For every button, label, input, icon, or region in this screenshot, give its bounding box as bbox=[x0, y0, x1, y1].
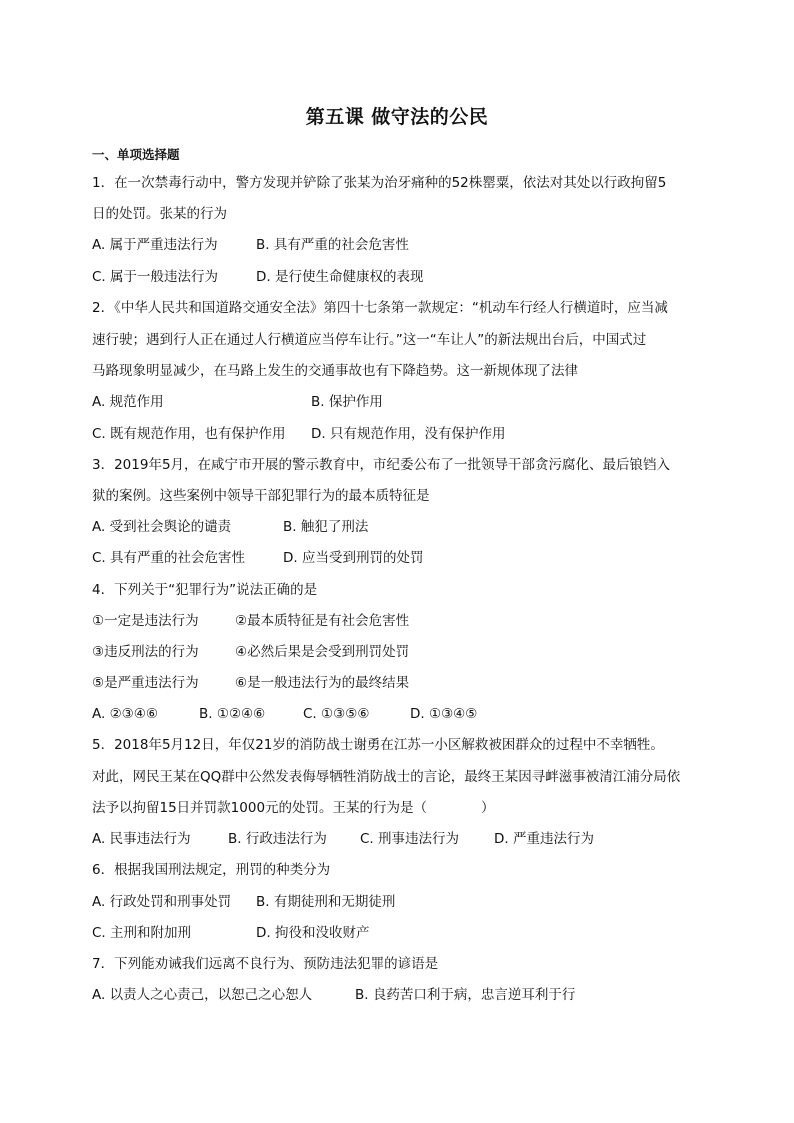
question-2-option-a: A. 规范作用 bbox=[92, 394, 164, 410]
question-6-option-a: A. 行政处罚和刑事处罚 bbox=[92, 894, 232, 910]
question-1-stem-line-2: 日的处罚。张某的行为 bbox=[92, 206, 227, 222]
question-4-option-d: D. ①③④⑤ bbox=[410, 706, 478, 722]
question-4-option-c: C. ①③⑤⑥ bbox=[303, 706, 370, 722]
question-4-statement-1: ①一定是违法行为 bbox=[92, 613, 199, 629]
question-2-option-d: D. 只有规范作用，没有保护作用 bbox=[311, 426, 506, 442]
question-3-option-a: A. 受到社会舆论的谴责 bbox=[92, 519, 232, 535]
question-5-option-b: B. 行政违法行为 bbox=[228, 831, 327, 847]
question-2-option-c: C. 既有规范作用，也有保护作用 bbox=[92, 426, 286, 442]
question-7-option-a: A. 以责人之心责己，以恕己之心恕人 bbox=[92, 987, 313, 1003]
question-5-stem-line-3: 法予以拘留15日并罚款1000元的处罚。王某的行为是（ ） bbox=[92, 800, 495, 816]
question-5-stem-line-1: 5．2018年5月12日，年仅21岁的消防战士谢勇在江苏一小区解救被困群众的过程中不幸牺牲。 bbox=[92, 737, 664, 753]
question-7-stem: 7．下列能劝诫我们远离不良行为、预防违法犯罪的谚语是 bbox=[92, 956, 439, 972]
page-title: 第五课 做守法的公民 bbox=[305, 106, 489, 128]
question-5-option-c: C. 刑事违法行为 bbox=[360, 831, 460, 847]
question-7-option-b: B. 良药苦口利于病，忠言逆耳利于行 bbox=[355, 987, 576, 1003]
question-1-option-d: D. 是行使生命健康权的表现 bbox=[256, 269, 424, 285]
section-heading: 一、单项选择题 bbox=[92, 147, 180, 162]
question-3-option-d: D. 应当受到刑罚的处罚 bbox=[283, 550, 424, 566]
question-4-statement-3: ③违反刑法的行为 bbox=[92, 644, 199, 660]
question-4-stem: 4．下列关于“犯罪行为”说法正确的是 bbox=[92, 582, 318, 598]
question-5-option-d: D. 严重违法行为 bbox=[494, 831, 594, 847]
question-4-statement-4: ④必然后果是会受到刑罚处罚 bbox=[235, 644, 410, 660]
question-1-option-b: B. 具有严重的社会危害性 bbox=[256, 237, 409, 253]
question-4-statement-5: ⑤是严重违法行为 bbox=[92, 675, 199, 691]
question-1-option-a: A. 属于严重违法行为 bbox=[92, 237, 218, 253]
question-3-option-c: C. 具有严重的社会危害性 bbox=[92, 550, 246, 566]
question-2-stem-line-1: 2．《中华人民共和国道路交通安全法》第四十七条第一款规定：“机动车行经人行横道时，应当减 bbox=[92, 300, 668, 316]
question-2-stem-line-2: 速行驶；遇到行人正在通过人行横道应当停车让行。”这一“车让人”的新法规出台后，中国式过 bbox=[92, 332, 647, 348]
question-1-option-c: C. 属于一般违法行为 bbox=[92, 269, 219, 285]
question-3-stem-line-1: 3．2019年5月，在咸宁市开展的警示教育中，市纪委公布了一批领导干部贪污腐化、最后锒铛入 bbox=[92, 457, 671, 473]
question-6-stem: 6．根据我国刑法规定，刑罚的种类分为 bbox=[92, 862, 331, 878]
question-4-statement-2: ②最本质特征是有社会危害性 bbox=[235, 613, 410, 629]
question-2-option-b: B. 保护作用 bbox=[311, 394, 383, 410]
question-1-stem-line-1: 1．在一次禁毒行动中，警方发现并铲除了张某为治牙痛种的52株罂粟，依法对其处以行政拘留5 bbox=[92, 175, 667, 191]
question-6-option-c: C. 主刑和附加刑 bbox=[92, 925, 192, 941]
question-4-statement-6: ⑥是一般违法行为的最终结果 bbox=[235, 675, 410, 691]
question-2-stem-line-3: 马路现象明显减少，在马路上发生的交通事故也有下降趋势。这一新规体现了法律 bbox=[92, 363, 578, 379]
question-5-option-a: A. 民事违法行为 bbox=[92, 831, 191, 847]
question-5-stem-line-2: 对此，网民王某在QQ群中公然发表侮辱牺牲消防战士的言论，最终王某因寻衅滋事被清江浦分局依 bbox=[92, 769, 681, 785]
question-6-option-d: D. 拘役和没收财产 bbox=[256, 925, 370, 941]
question-3-stem-line-2: 狱的案例。这些案例中领导干部犯罪行为的最本质特征是 bbox=[92, 488, 430, 504]
question-4-option-a: A. ②③④⑥ bbox=[92, 706, 158, 722]
question-3-option-b: B. 触犯了刑法 bbox=[283, 519, 369, 535]
question-6-option-b: B. 有期徒刑和无期徒刑 bbox=[256, 894, 396, 910]
question-4-option-b: B. ①②④⑥ bbox=[199, 706, 266, 722]
